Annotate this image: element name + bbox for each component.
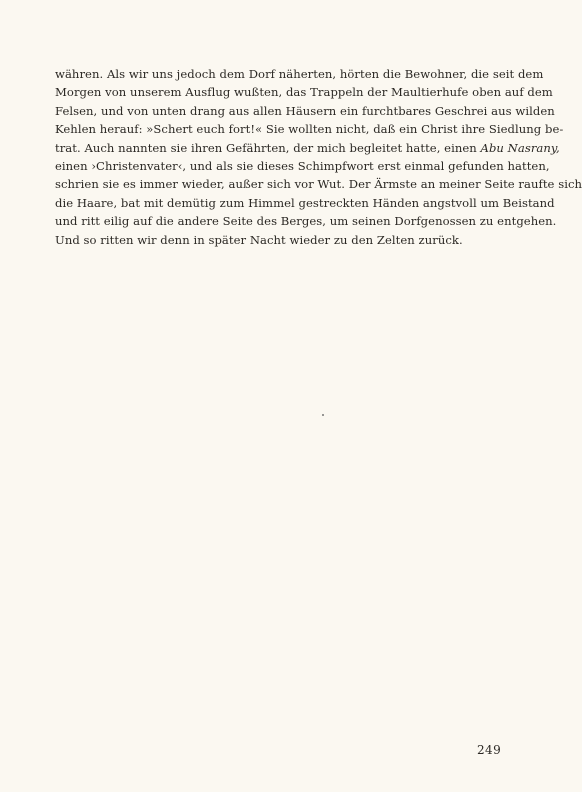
text-line: einen ›Christenvater‹, und als sie dieses Schimpfwort erst einmal gefunden hatten, bbox=[55, 158, 550, 173]
text-line: Felsen, und von unten drang aus allen Häusern ein furchtbares Geschrei aus wilden bbox=[55, 103, 555, 118]
text-line-last: Und so ritten wir denn in später Nacht wieder zu den Zelten zurück. bbox=[55, 232, 463, 247]
text-line: Morgen von unserem Ausflug wußten, das Trappeln der Maultierhufe oben auf dem bbox=[55, 85, 553, 100]
text-line: währen. Als wir uns jedoch dem Dorf näherten, hörten die Bewohner, die seit dem bbox=[55, 67, 544, 81]
page-number: 249 bbox=[477, 743, 502, 757]
text-line: und ritt eilig auf die andere Seite des Berges, um seinen Dorfgenossen zu entgehen. bbox=[55, 214, 557, 229]
text-line: schrien sie es immer wieder, außer sich vor Wut. Der Ärmste an meiner Seite raufte sich bbox=[55, 177, 582, 192]
text-segment: trat. Auch nannten sie ihren Gefährten, der mich begleitet hatte, einen bbox=[55, 140, 481, 155]
text-line bbox=[55, 139, 560, 157]
text-line: die Haare, bat mit demütig zum Himmel gestreckten Händen angstvoll um Beistand bbox=[55, 195, 555, 210]
italic-term: Abu Nasrany, bbox=[480, 140, 560, 155]
text-line: Kehlen herauf: »Schert euch fort!« Sie wollten nicht, daß ein Christ ihre Siedlung be- bbox=[55, 122, 564, 137]
body-text bbox=[55, 65, 582, 249]
paper-speck bbox=[322, 414, 324, 416]
